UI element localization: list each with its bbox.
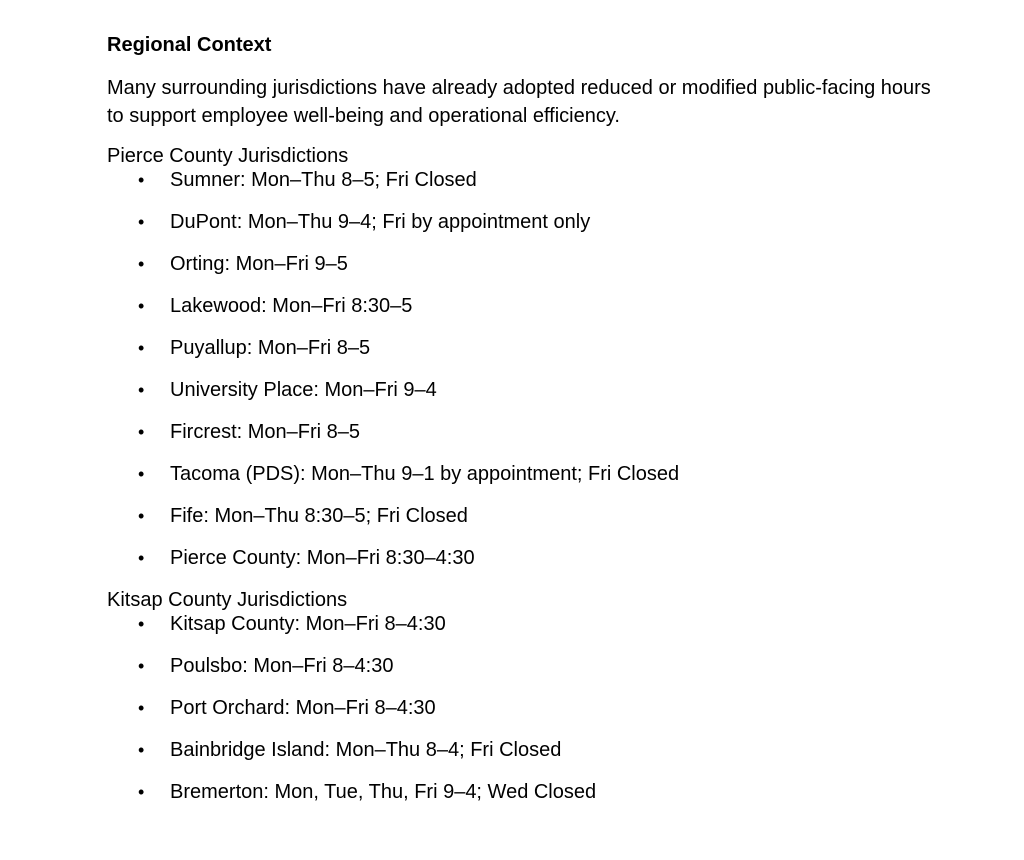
list-item-text: Tacoma (PDS): Mon–Thu 9–1 by appointment; Fri Closed [170, 463, 680, 485]
bullet-icon: • [138, 254, 145, 274]
list-item [107, 294, 934, 336]
list-item [107, 252, 934, 294]
list-item [107, 168, 934, 210]
list-item [107, 336, 934, 378]
intro-paragraph: Many surrounding jurisdictions have already adopted reduced or modified public-facing hours to support employee well-being and operational efficiency. [107, 77, 931, 127]
kitsap-county-group [107, 588, 934, 822]
list-item-text: Bremerton: Mon, Tue, Thu, Fri 9–4; Wed Closed [170, 781, 597, 803]
list-item-text: Bainbridge Island: Mon–Thu 8–4; Fri Closed [170, 739, 562, 761]
list-item-text: Kitsap County: Mon–Fri 8–4:30 [170, 613, 446, 635]
bullet-icon: • [138, 506, 145, 526]
bullet-icon: • [138, 212, 145, 232]
bullet-icon: • [138, 338, 145, 358]
list-item [107, 696, 934, 738]
group-title-pierce: Pierce County Jurisdictions [107, 145, 349, 167]
list-item [107, 780, 934, 822]
list-item-text: Poulsbo: Mon–Fri 8–4:30 [170, 655, 394, 677]
bullet-icon: • [138, 422, 145, 442]
bullet-icon: • [138, 656, 145, 676]
list-item-text: Lakewood: Mon–Fri 8:30–5 [170, 295, 413, 317]
list-item [107, 378, 934, 420]
bullet-icon: • [138, 296, 145, 316]
pierce-county-group [107, 144, 934, 588]
list-item [107, 612, 934, 654]
list-item [107, 738, 934, 780]
list-item-text: Pierce County: Mon–Fri 8:30–4:30 [170, 547, 475, 569]
bullet-icon: • [138, 170, 145, 190]
bullet-icon: • [138, 380, 145, 400]
list-item [107, 546, 934, 588]
section-heading: Regional Context [107, 34, 272, 56]
list-item-text: Orting: Mon–Fri 9–5 [170, 253, 348, 275]
bullet-icon: • [138, 698, 145, 718]
list-item-text: Port Orchard: Mon–Fri 8–4:30 [170, 697, 436, 719]
list-item-text: University Place: Mon–Fri 9–4 [170, 379, 437, 401]
list-item-text: DuPont: Mon–Thu 9–4; Fri by appointment only [170, 211, 591, 233]
list-item-text: Puyallup: Mon–Fri 8–5 [170, 337, 371, 359]
list-item [107, 654, 934, 696]
bullet-icon: • [138, 782, 145, 802]
list-item [107, 210, 934, 252]
group-title-kitsap: Kitsap County Jurisdictions [107, 589, 348, 611]
bullet-icon: • [138, 464, 145, 484]
list-item [107, 462, 934, 504]
bullet-icon: • [138, 740, 145, 760]
list-item [107, 504, 934, 546]
list-item-text: Fife: Mon–Thu 8:30–5; Fri Closed [170, 505, 468, 527]
kitsap-county-list [107, 612, 934, 822]
list-item [107, 420, 934, 462]
bullet-icon: • [138, 614, 145, 634]
pierce-county-list [107, 168, 934, 588]
list-item-text: Sumner: Mon–Thu 8–5; Fri Closed [170, 169, 477, 191]
bullet-icon: • [138, 548, 145, 568]
list-item-text: Fircrest: Mon–Fri 8–5 [170, 421, 361, 443]
